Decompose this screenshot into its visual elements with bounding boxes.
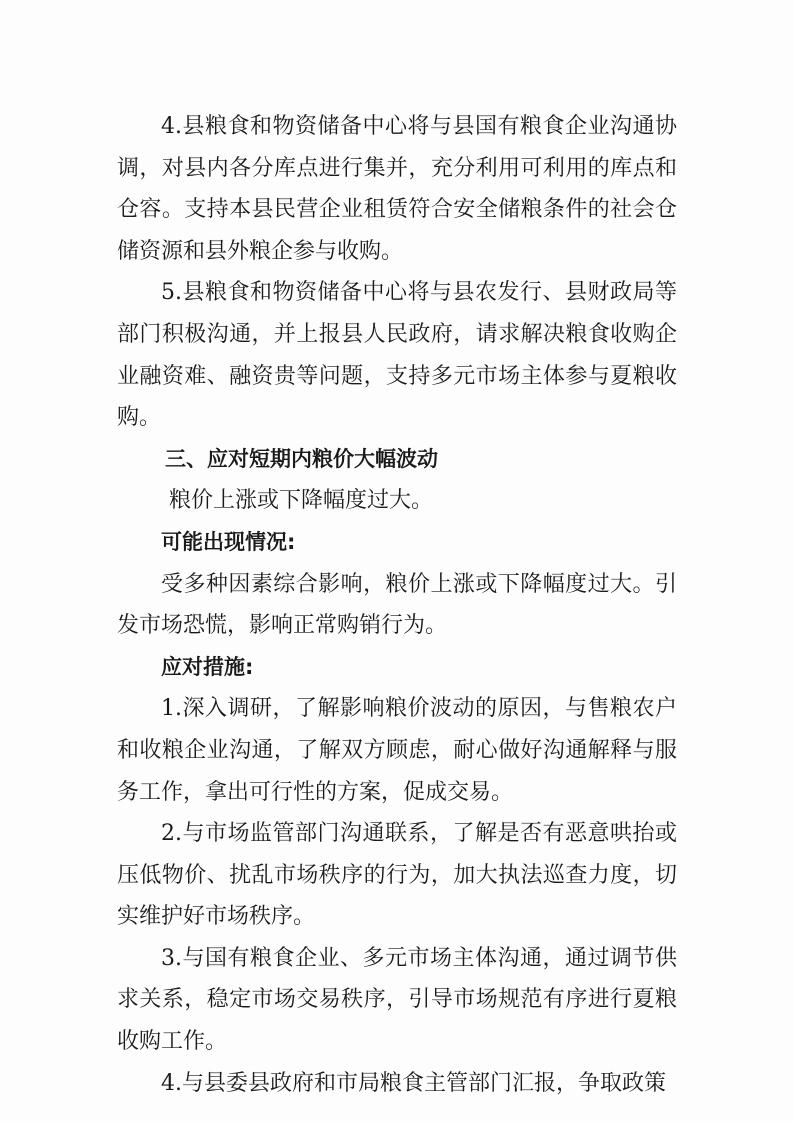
- measure-item: 4.与县委县政府和市局粮食主管部门汇报，争取政策: [161, 1070, 666, 1096]
- measure-item: 1.深入调研，了解影响粮价波动的原因，与售粮农户和收粮企业沟通，了解双方顾虑，耐心做好沟通解释与服务工作，拿出可行性的方案，促成交易。: [117, 696, 677, 805]
- measure-item: 2.与市场监管部门沟通联系，了解是否有恶意哄抬或压低物价、扰乱市场秩序的行为，加大执法巡查力度，切实维护好市场秩序。: [117, 821, 677, 930]
- document-body: [117, 106, 677, 1104]
- paragraph-storage-coordination: 4.县粮食和物资储备中心将与县国有粮食企业沟通协调，对县内各分库点进行集并，充分利用可利用的库点和仓容。支持本县民营企业租赁符合安全储粮条件的社会仓储资源和县外粮企参与收购。: [117, 114, 677, 264]
- measure-item: 3.与国有粮食企业、多元市场主体沟通，通过调节供求关系，稳定市场交易秩序，引导市场规范有序进行夏粮收购工作。: [117, 945, 677, 1055]
- measures-label: 应对措施:: [161, 654, 254, 679]
- paragraph-financing-support: 5.县粮食和物资储备中心将与县农发行、县财政局等部门积极沟通，并上报县人民政府，请求解决粮食收购企业融资难、融资贵等问题，支持多元市场主体参与夏粮收购。: [117, 280, 677, 431]
- situation-text: 受多种因素综合影响，粮价上涨或下降幅度过大。引发市场恐慌，影响正常购销行为。: [117, 571, 677, 639]
- section-summary: 粮价上涨或下降幅度过大。: [169, 488, 434, 514]
- section-heading: 三、应对短期内粮价大幅波动: [165, 446, 438, 471]
- situation-label: 可能出现情况:: [161, 529, 296, 554]
